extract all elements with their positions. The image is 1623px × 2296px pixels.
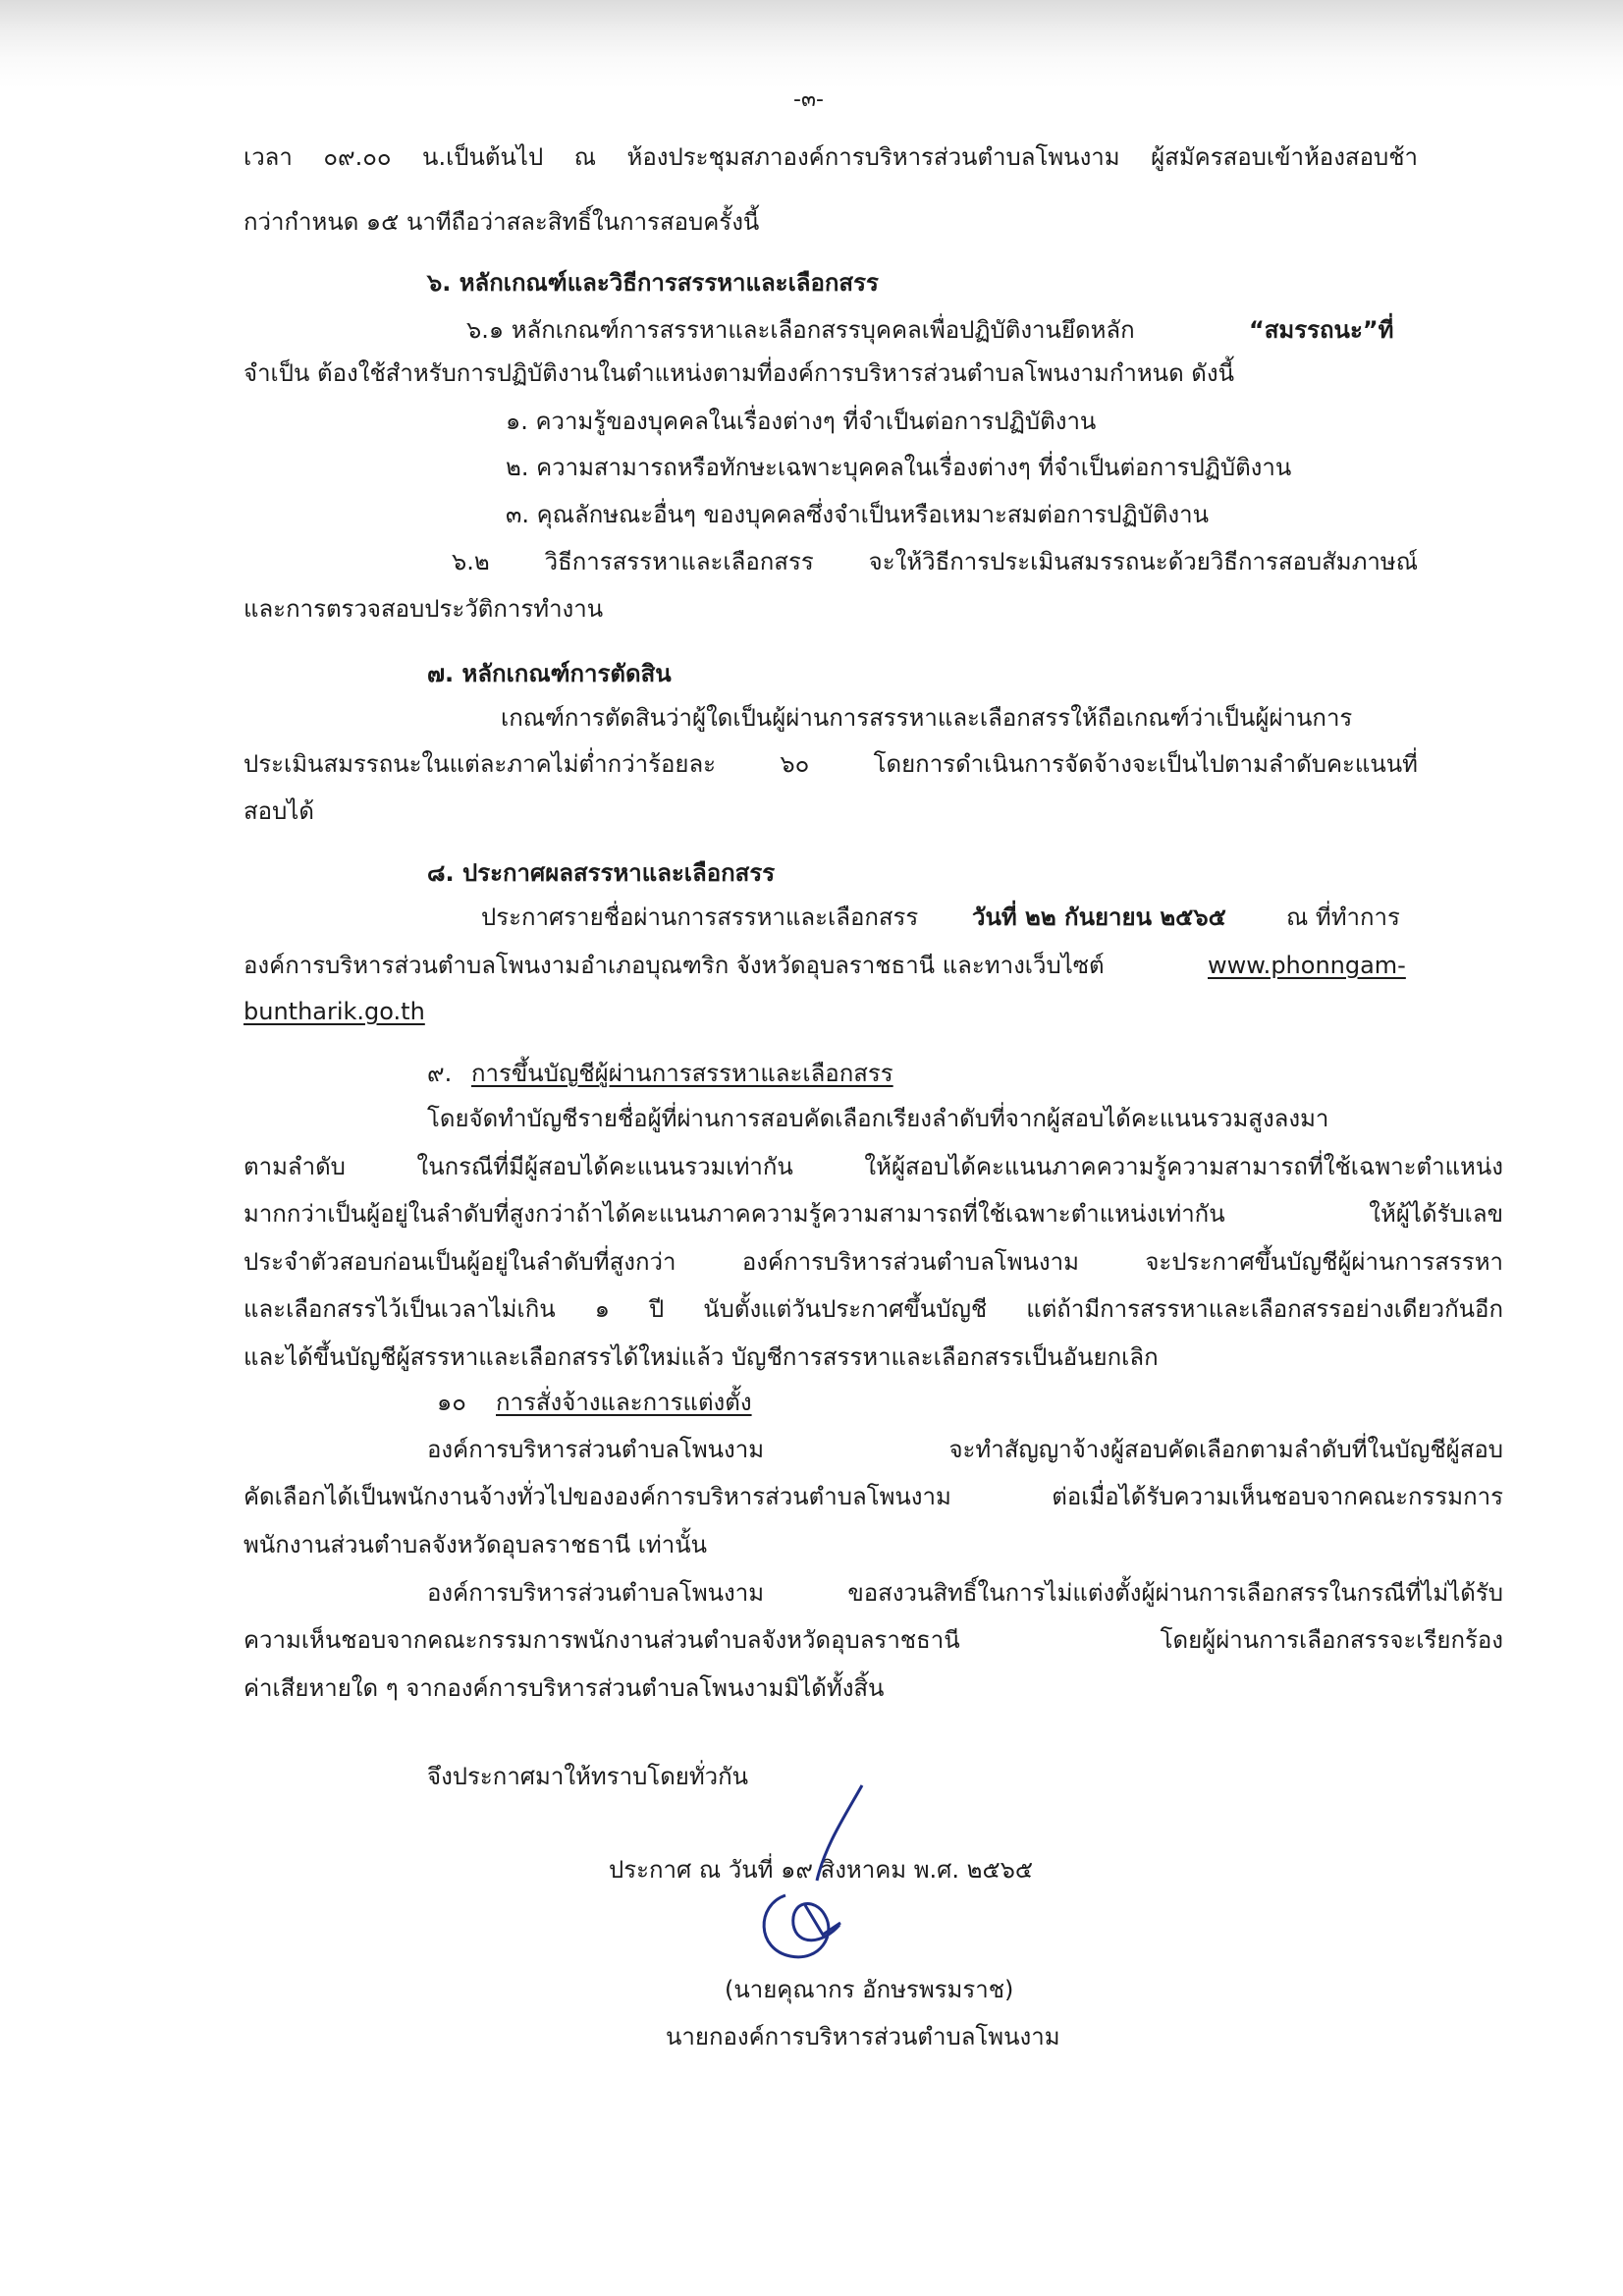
paragraph-line: ความเห็นชอบจากคณะกรรมการพนักงานส่วนตำบลจังหวัดอุบลราชธานี โดยผู้ผ่านการเลือกสรรจะเรียกร้อง — [243, 1626, 1503, 1654]
section-8-heading: ๘. ประกาศผลสรรหาและเลือกสรร — [427, 859, 776, 887]
section-6-2-line: และการตรวจสอบประวัติการทำงาน — [243, 595, 604, 623]
announcement-result-date: วันที่ ๒๒ กันยายน ๒๕๖๕ — [972, 903, 1226, 931]
website-link[interactable]: www.phonngam- — [1208, 952, 1406, 979]
signatory-title: นายกองค์การบริหารส่วนตำบลโพนงาม — [666, 2023, 1060, 2050]
closing-statement: จึงประกาศมาให้ทราบโดยทั่วกัน — [427, 1763, 749, 1790]
paragraph-line: คัดเลือกได้เป็นพนักงานจ้างทั่วไปขององค์การบริหารส่วนตำบลโพนงาม ต่อเมื่อได้รับความเห็นชอบจากคณะกรรมการ — [243, 1483, 1503, 1510]
paragraph-line: สอบได้ — [243, 797, 314, 825]
paragraph-line: พนักงานส่วนตำบลจังหวัดอุบลราชธานี เท่านั้น — [243, 1531, 708, 1558]
signatory-name: (นายคุณากร อักษรพรมราช) — [725, 1976, 1014, 2003]
paragraph-line: องค์การบริหารส่วนตำบลโพนงาม จะทำสัญญาจ้างผู้สอบคัดเลือกตามลำดับที่ในบัญชีผู้สอบ — [427, 1436, 1503, 1463]
criteria-item: ๑. ความรู้ของบุคคลในเรื่องต่างๆ ที่จำเป็นต่อการปฏิบัติงาน — [506, 408, 1097, 435]
section-6-1-line: ๖.๑ หลักเกณฑ์การสรรหาและเลือกสรรบุคคลเพื่อปฏิบัติงานยึดหลัก — [466, 316, 1135, 344]
section-7-heading: ๗. หลักเกณฑ์การตัดสิน — [427, 660, 672, 687]
paragraph-line: ค่าเสียหายใด ๆ จากองค์การบริหารส่วนตำบลโพนงามมิได้ทั้งสิ้น — [243, 1674, 885, 1702]
website-link[interactable]: buntharik.go.th — [243, 998, 425, 1025]
paragraph-line: ประเมินสมรรถนะในแต่ละภาคไม่ต่ำกว่าร้อยละ ๖๐ โดยการดำเนินการจัดจ้างจะเป็นไปตามลำดับคะแนนที่ — [243, 750, 1418, 778]
paragraph-line: และเลือกสรรไว้เป็นเวลาไม่เกิน ๑ ปี นับตั้งแต่วันประกาศขึ้นบัญชี แต่ถ้ามีการสรรหาและเลือกสรรอย่างเดียวกันอีก — [243, 1295, 1503, 1323]
section-6-2-line: ๖.๒ วิธีการสรรหาและเลือกสรร จะให้วิธีการประเมินสมรรถนะด้วยวิธีการสอบสัมภาษณ์ — [452, 548, 1418, 575]
paragraph-line: มากกว่าเป็นผู้อยู่ในลำดับที่สูงกว่าถ้าได้คะแนนภาคความรู้ความสามารถที่ใช้เฉพาะตำแหน่งเท่ากัน ให้ผู้ได้รับเลข — [243, 1200, 1503, 1228]
announcement-date: ประกาศ ณ วันที่ ๑๙ สิงหาคม พ.ศ. ๒๕๖๕ — [609, 1856, 1034, 1884]
section-9-heading: การขึ้นบัญชีผู้ผ่านการสรรหาและเลือกสรร — [471, 1060, 893, 1087]
paragraph-line: และได้ขึ้นบัญชีผู้สรรหาและเลือกสรรได้ใหม่แล้ว บัญชีการสรรหาและเลือกสรรเป็นอันยกเลิก — [243, 1343, 1159, 1371]
paragraph-line: เกณฑ์การตัดสินว่าผู้ใดเป็นผู้ผ่านการสรรหาและเลือกสรรให้ถือเกณฑ์ว่าเป็นผู้ผ่านการ — [501, 704, 1353, 732]
signature-image — [746, 1777, 874, 1974]
section-6-1-line: จำเป็น ต้องใช้สำหรับการปฏิบัติงานในตำแหน่งตามที่องค์การบริหารส่วนตำบลโพนงามกำหนด ดังนี้ — [243, 359, 1235, 387]
paragraph-line: องค์การบริหารส่วนตำบลโพนงาม ขอสงวนสิทธิ์ในการไม่แต่งตั้งผู้ผ่านการเลือกสรรในกรณีที่ไม่ได้รับ — [427, 1579, 1503, 1607]
criteria-item: ๒. ความสามารถหรือทักษะเฉพาะบุคคลในเรื่องต่างๆ ที่จำเป็นต่อการปฏิบัติงาน — [506, 454, 1292, 481]
criteria-item: ๓. คุณลักษณะอื่นๆ ของบุคคลซึ่งจำเป็นหรือเหมาะสมต่อการปฏิบัติงาน — [506, 501, 1209, 528]
paragraph-line: โดยจัดทำบัญชีรายชื่อผู้ที่ผ่านการสอบคัดเลือกเรียงลำดับที่จากผู้สอบได้คะแนนรวมสูงลงมา — [427, 1105, 1329, 1132]
section-10-number: ๑๐ — [437, 1389, 466, 1416]
paragraph-line: ประจำตัวสอบก่อนเป็นผู้อยู่ในลำดับที่สูงกว่า องค์การบริหารส่วนตำบลโพนงาม จะประกาศขึ้นบัญชีผู้ผ่านการสรรหา — [243, 1248, 1503, 1276]
competency-term: “สมรรถนะ”ที่ — [1249, 316, 1394, 344]
section-6-heading: ๖. หลักเกณฑ์และวิธีการสรรหาและเลือกสรร — [427, 269, 879, 297]
paragraph-line: กว่ากำหนด ๑๕ นาทีถือว่าสละสิทธิ์ในการสอบครั้งนี้ — [243, 208, 760, 236]
paragraph-line: ตามลำดับ ในกรณีที่มีผู้สอบได้คะแนนรวมเท่ากัน ให้ผู้สอบได้คะแนนภาคความรู้ความสามารถที่ใช้เฉพาะตำแหน่ง — [243, 1153, 1503, 1180]
scan-shadow — [0, 0, 1623, 88]
paragraph-line: องค์การบริหารส่วนตำบลโพนงามอำเภอบุณฑริก จังหวัดอุบลราชธานี และทางเว็บไซต์ — [243, 952, 1105, 979]
section-10-heading: การสั่งจ้างและการแต่งตั้ง — [496, 1389, 752, 1416]
section-9-number: ๙. — [427, 1060, 453, 1087]
paragraph-line: ประกาศรายชื่อผ่านการสรรหาและเลือกสรร — [481, 903, 919, 931]
paragraph-line: ณ ที่ทำการ — [1286, 903, 1400, 931]
page-number: -๓- — [793, 87, 824, 112]
paragraph-line: เวลา ๐๙.๐๐ น.เป็นต้นไป ณ ห้องประชุมสภาองค์การบริหารส่วนตำบลโพนงาม ผู้สมัครสอบเข้าห้องสอบช้า — [243, 143, 1418, 171]
